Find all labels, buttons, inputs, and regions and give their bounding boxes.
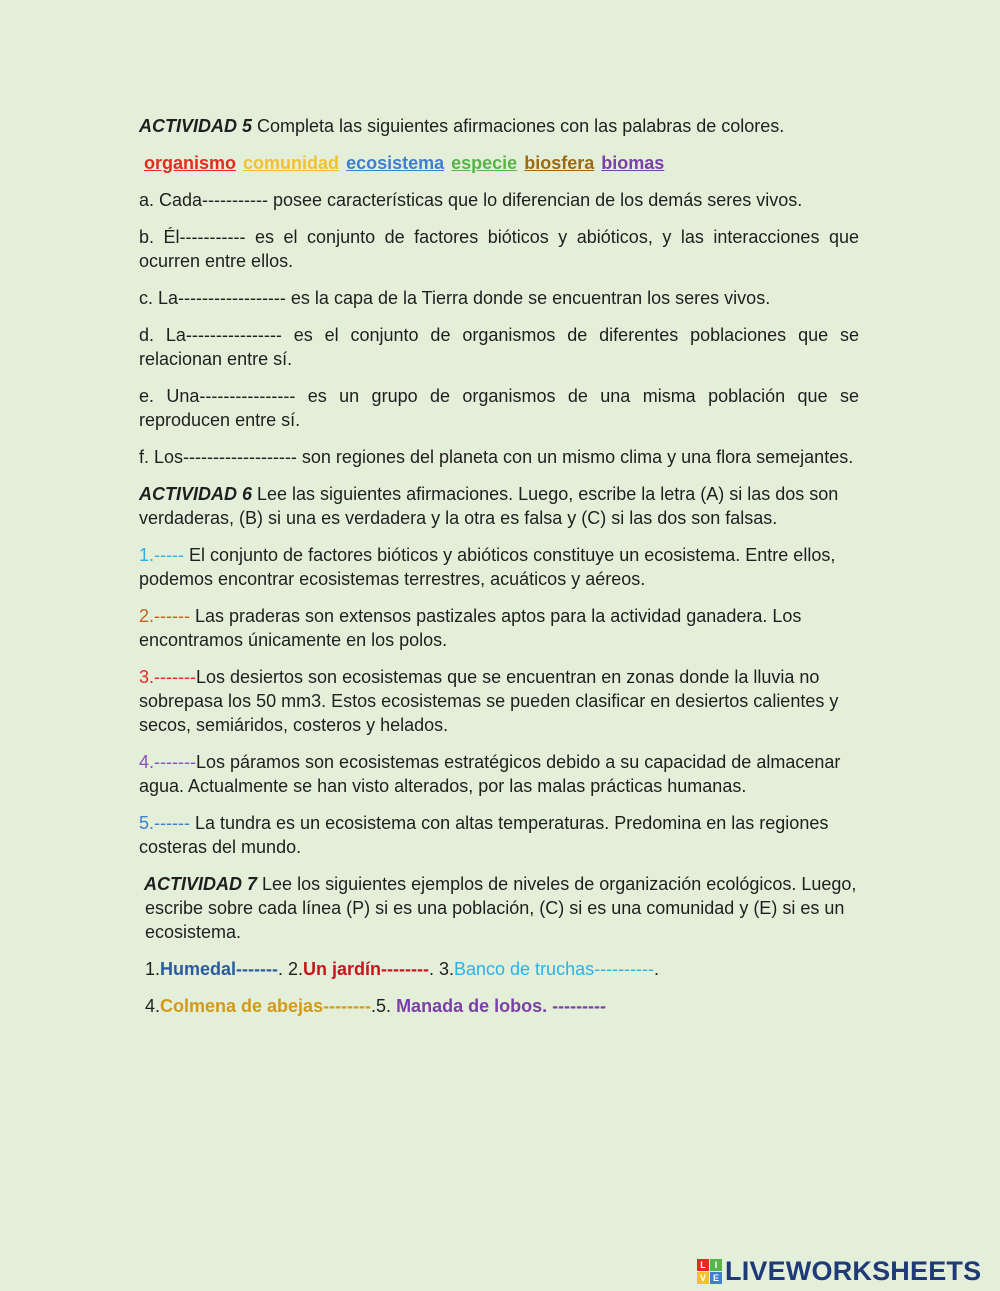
activity6-instruction: Lee las siguientes afirmaciones. Luego, escribe la letra (A) si las dos son verdaderas, (B) si una es verdadera y la otra es falsa y (C) si las dos son falsas. bbox=[139, 484, 839, 528]
activity5-item-d: d. La---------------- es el conjunto de organismos de diferentes poblaciones que se relacionan entre sí. bbox=[139, 325, 859, 369]
example-un-jardin: Un jardín-------- bbox=[303, 959, 429, 979]
example-colmena-de-abejas: Colmena de abejas-------- bbox=[160, 996, 372, 1016]
word-especie: especie bbox=[451, 153, 518, 173]
activity7-line-2 bbox=[145, 994, 859, 1018]
word-biosfera: biosfera bbox=[524, 153, 595, 173]
activity6-item-4-text: Los páramos son ecosistemas estratégicos debido a su capacidad de almacenar agua. Actualmente se han visto alterados, por las malas prácticas humanas. bbox=[139, 752, 841, 796]
example-3-number: . 3. bbox=[428, 959, 454, 979]
activity5-item-b: b. Él----------- es el conjunto de factores bióticos y abióticos, y las interacciones que ocurren entre ellos. bbox=[139, 227, 859, 271]
line-1-end: . bbox=[654, 959, 660, 979]
activity6-item-2-number: 2.------ bbox=[139, 606, 190, 626]
example-banco-de-truchas: Banco de truchas---------- bbox=[454, 959, 655, 979]
example-1-number: 1. bbox=[145, 959, 161, 979]
activity5-title: ACTIVIDAD 5 bbox=[139, 116, 253, 136]
activity5-item-c: c. La------------------ es la capa de la Tierra donde se encuentran los seres vivos. bbox=[139, 288, 771, 308]
word-organismo: organismo bbox=[144, 153, 237, 173]
logo-icon bbox=[697, 1259, 722, 1284]
activity7-header bbox=[139, 872, 859, 944]
activity6-item-4-number: 4.------- bbox=[139, 752, 196, 772]
activity6-title: ACTIVIDAD 6 bbox=[139, 484, 253, 504]
logo-block-i: I bbox=[710, 1259, 722, 1271]
logo-block-e: E bbox=[710, 1272, 722, 1284]
activity6-item-3-text: Los desiertos son ecosistemas que se encuentran en zonas donde la lluvia no sobrepasa los 50 mm3. Estos ecosistemas se pueden clasificar en desiertos calientes y secos, semiáridos, costeros y helados. bbox=[139, 667, 839, 735]
activity5-item-e: e. Una---------------- es un grupo de organismos de una misma población que se reproducen entre sí. bbox=[139, 386, 859, 430]
activity5-header bbox=[139, 114, 859, 138]
worksheet bbox=[139, 114, 859, 1031]
activity6-item-2-text: Las praderas son extensos pastizales aptos para la actividad ganadera. Los encontramos únicamente en los polos. bbox=[139, 606, 802, 650]
activity6-item-1 bbox=[139, 543, 859, 591]
activity5-item-a: a. Cada----------- posee características que lo diferencian de los demás seres vivos. bbox=[139, 190, 803, 210]
example-2-number: . 2. bbox=[278, 959, 304, 979]
activity6-item-3 bbox=[139, 665, 859, 737]
activity6-item-5 bbox=[139, 811, 859, 859]
example-humedal: Humedal------- bbox=[160, 959, 278, 979]
activity5-instruction: Completa las siguientes afirmaciones con las palabras de colores. bbox=[252, 116, 785, 136]
activity6-header bbox=[139, 482, 859, 530]
activity6-item-5-text: La tundra es un ecosistema con altas temperaturas. Predomina en las regiones costeras del mundo. bbox=[139, 813, 829, 857]
example-5-number: .5. bbox=[371, 996, 397, 1016]
activity6-item-4 bbox=[139, 750, 859, 798]
activity6-item-3-number: 3.------- bbox=[139, 667, 196, 687]
logo-text: LIVEWORKSHEETS bbox=[725, 1255, 982, 1286]
liveworksheets-logo bbox=[697, 1256, 981, 1286]
example-4-number: 4. bbox=[145, 996, 161, 1016]
activity6-item-1-number: 1.----- bbox=[139, 545, 184, 565]
activity6-item-2 bbox=[139, 604, 859, 652]
word-comunidad: comunidad bbox=[243, 153, 340, 173]
word-bank bbox=[144, 151, 859, 175]
activity6-item-5-number: 5.------ bbox=[139, 813, 190, 833]
activity6-item-1-text: El conjunto de factores bióticos y abióticos constituye un ecosistema. Entre ellos, podemos encontrar ecosistemas terrestres, acuáticos y aéreos. bbox=[139, 545, 836, 589]
example-manada-de-lobos: Manada de lobos. --------- bbox=[396, 996, 607, 1016]
activity7-title: ACTIVIDAD 7 bbox=[144, 874, 258, 894]
activity7-instruction: Lee los siguientes ejemplos de niveles de organización ecológicos. Luego, escribe sobre cada línea (P) si es una población, (C) si es una comunidad y (E) si es un ecosistema. bbox=[145, 874, 857, 942]
word-biomas: biomas bbox=[601, 153, 665, 173]
logo-block-v: V bbox=[697, 1272, 709, 1284]
activity7-line-1 bbox=[145, 957, 859, 981]
word-ecosistema: ecosistema bbox=[346, 153, 445, 173]
logo-block-l: L bbox=[697, 1259, 709, 1271]
activity5-item-f: f. Los------------------- son regiones del planeta con un mismo clima y una flora semejantes. bbox=[139, 447, 854, 467]
